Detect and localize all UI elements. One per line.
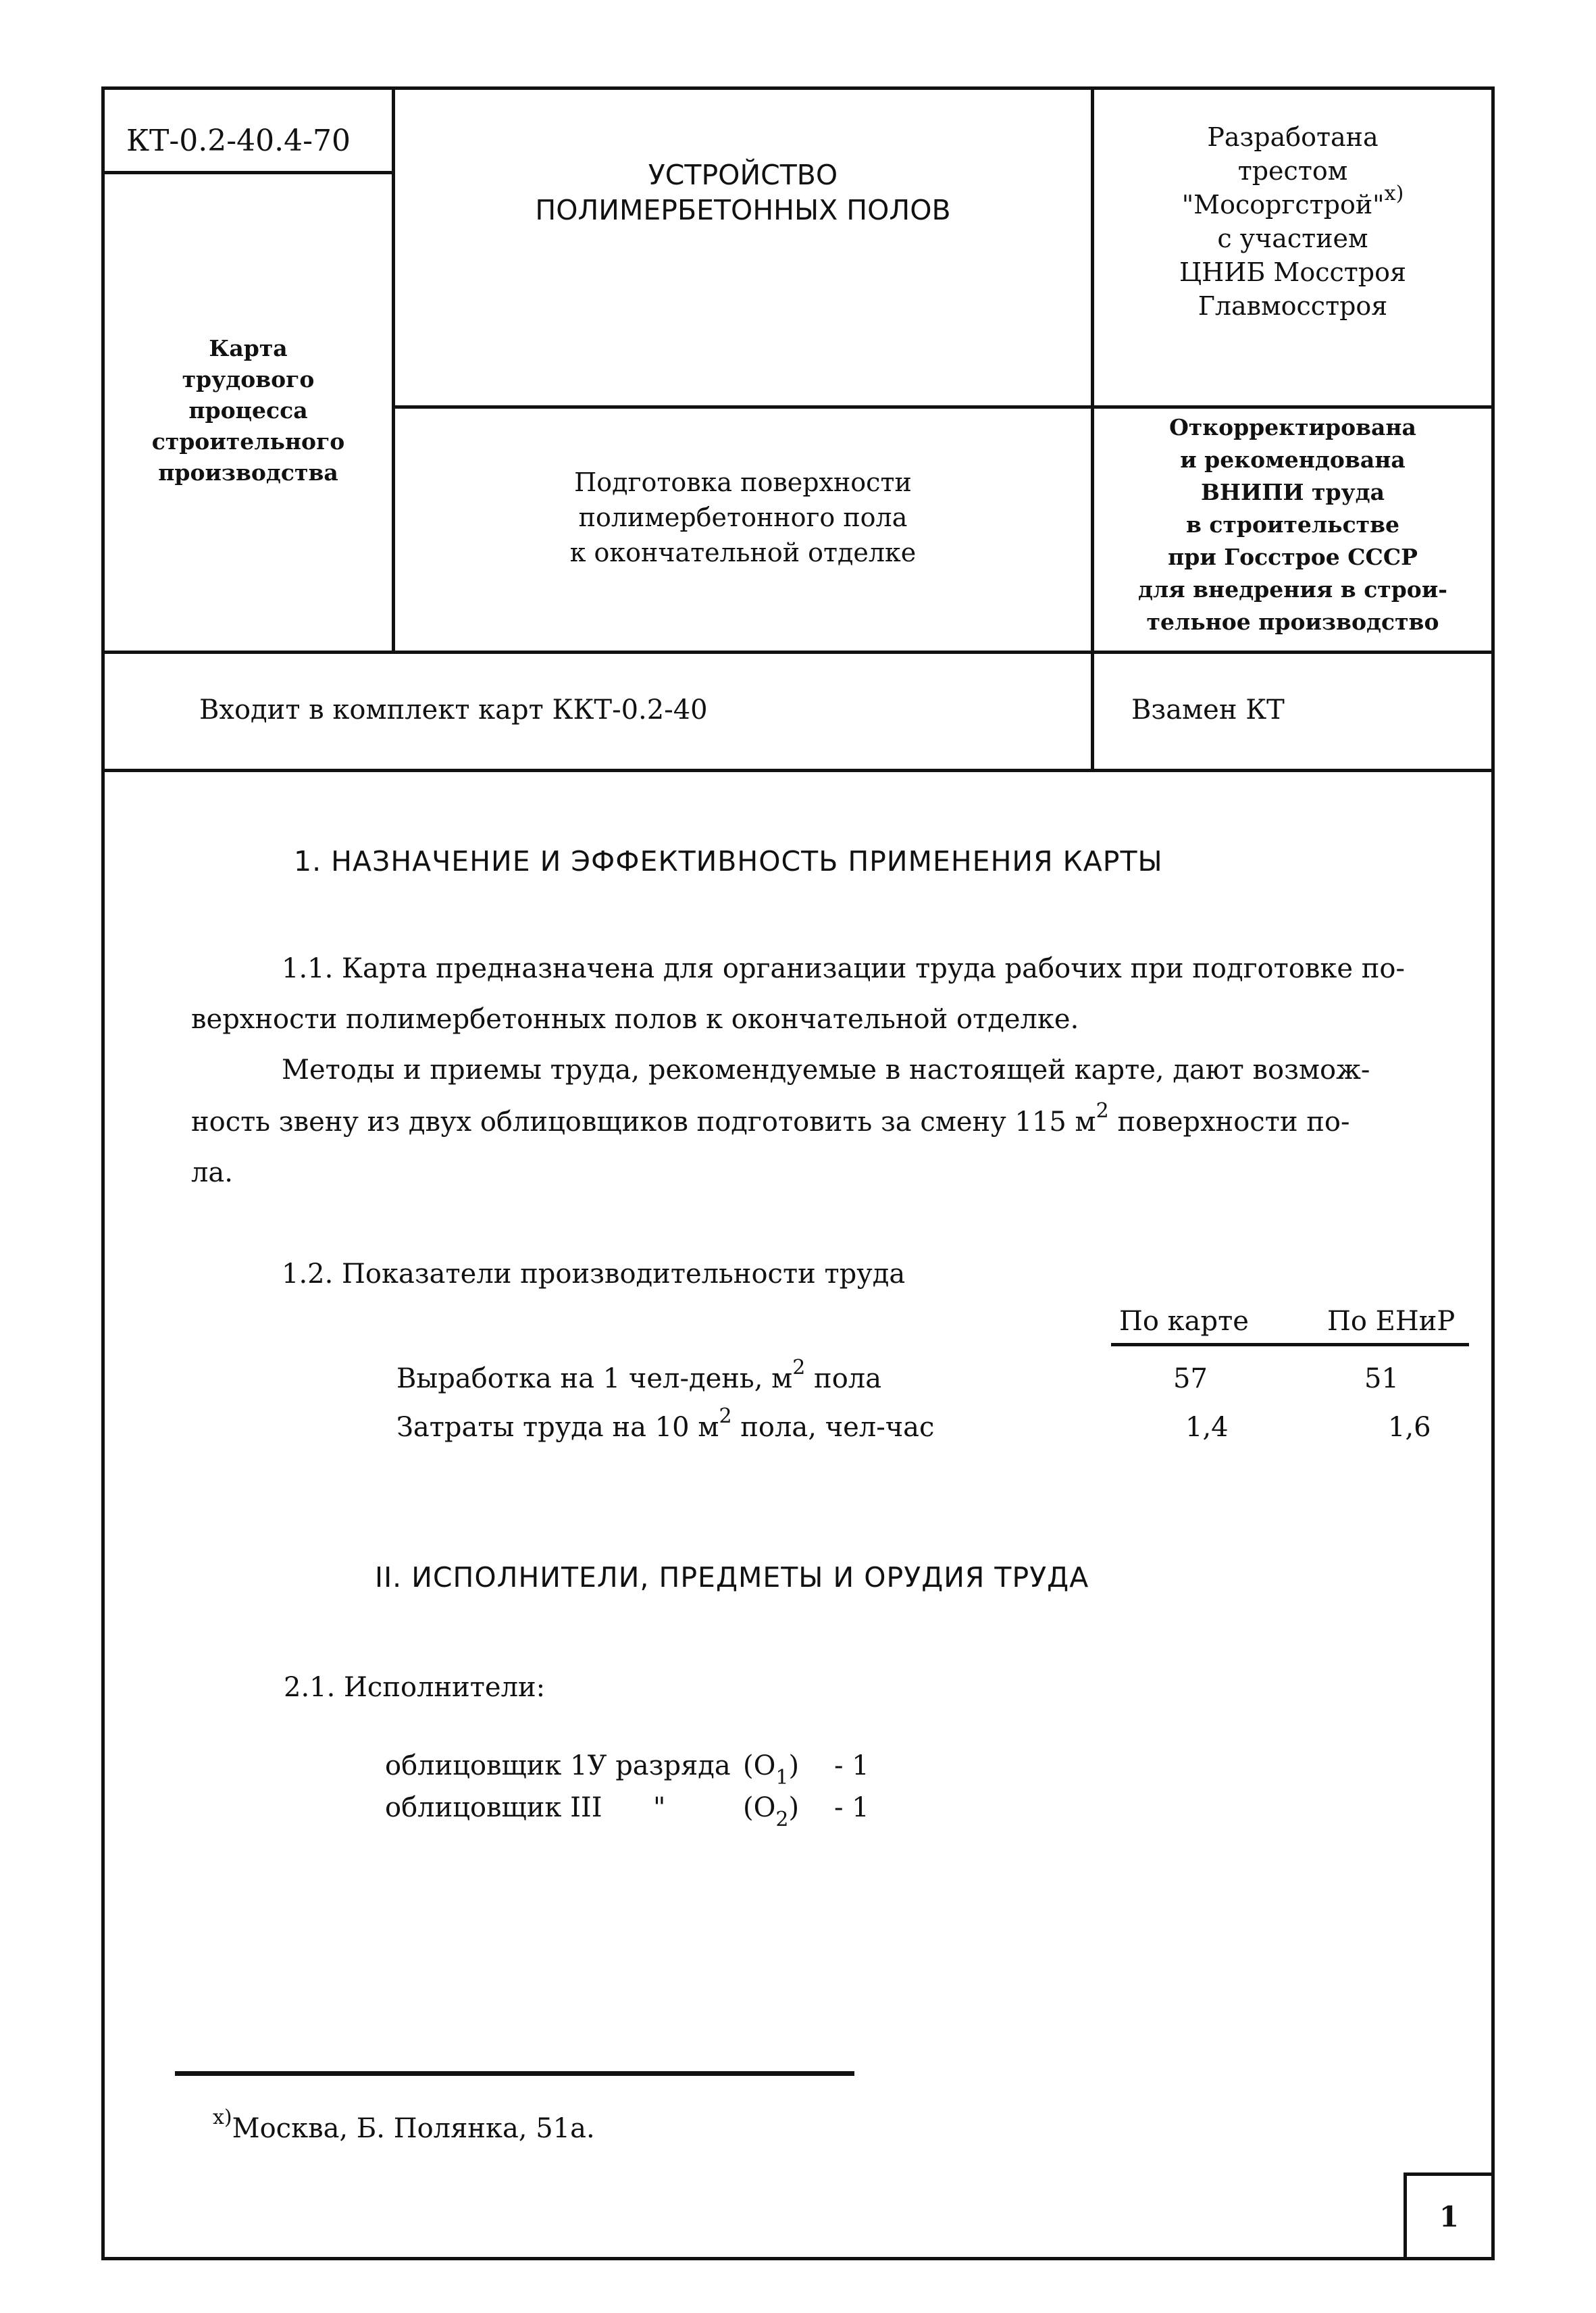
section1-para1-line2: верхности полимербетонных полов к окончательной отделке.	[191, 1004, 1079, 1035]
worker-count: - 1	[834, 1750, 869, 1781]
footnote: $^{x)}$Москва, Б. Полянка, 51а.	[213, 2106, 595, 2144]
section1-para2-line2: ность звену из двух облицовщиков подготовить за смену 115 $м^2$ поверхности по-	[191, 1099, 1350, 1138]
table-row: Выработка на 1 чел-день, $м^2$ пола	[396, 1356, 882, 1394]
table-cell: 1,6	[1388, 1412, 1431, 1443]
worker-row: облицовщик III	[385, 1792, 602, 1823]
page-number: 1	[1404, 2172, 1491, 2257]
page-frame	[101, 86, 1495, 2260]
section1-para1-line1: 1.1. Карта предназначена для организации труда рабочих при подготовке по-	[282, 953, 1405, 984]
worker-count: - 1	[834, 1792, 869, 1823]
section1-para2-line3: ла.	[191, 1157, 233, 1188]
section2-heading: II. ИСПОЛНИТЕЛИ, ПРЕДМЕТЫ И ОРУДИЯ ТРУДА	[375, 1561, 1089, 1594]
footnote-rule	[175, 2071, 854, 2076]
developer-info: Разработана трестом "Мосоргстрой"$^{x)}$ с участием ЦНИБ Мосстроя Главмосстроя	[1179, 122, 1406, 321]
set-note: Входит в комплект карт ККТ-0.2-40	[199, 694, 708, 726]
table-header-rule	[1111, 1343, 1469, 1346]
section1-para2-line1: Методы и приемы труда, рекомендуемые в настоящей карте, дают возмож-	[282, 1054, 1370, 1086]
card-type: Карта трудового процесса строительного производства	[151, 335, 345, 486]
footnote-ref-mark: x)	[1384, 182, 1404, 205]
table-col-header-enir: По ЕНиР	[1327, 1306, 1456, 1337]
section1-para3: 1.2. Показатели производительности труда	[282, 1259, 906, 1290]
worker-code: $(О_2)$	[743, 1792, 800, 1831]
document-title: УСТРОЙСТВО ПОЛИМЕРБЕТОННЫХ ПОЛОВ	[535, 159, 951, 226]
table-col-header-card: По карте	[1119, 1306, 1249, 1337]
table-cell: 57	[1173, 1363, 1208, 1394]
correction-info: Откорректирована и рекомендована ВНИПИ труда в строительстве при Госстрое СССР для внедрения в строи- тельное производство	[1138, 414, 1447, 635]
replaces-note: Взамен КТ	[1131, 694, 1285, 726]
table-cell: 51	[1364, 1363, 1399, 1394]
header-block	[105, 90, 1491, 772]
table-row: Затраты труда на 10 $м^2$ пола, чел-час	[396, 1404, 935, 1443]
worker-row: облицовщик 1У разряда	[385, 1750, 731, 1781]
section1-heading: 1. НАЗНАЧЕНИЕ И ЭФФЕКТИВНОСТЬ ПРИМЕНЕНИЯ КАРТЫ	[294, 845, 1163, 878]
ditto-mark: "	[653, 1792, 666, 1823]
document-code: КТ-0.2-40.4-70	[126, 124, 351, 158]
table-cell: 1,4	[1185, 1412, 1229, 1443]
process-subtitle: Подготовка поверхности полимербетонного пола к окончательной отделке	[569, 467, 917, 567]
section2-para1: 2.1. Исполнители:	[284, 1672, 546, 1703]
worker-code: $(О_1)$	[743, 1750, 800, 1789]
